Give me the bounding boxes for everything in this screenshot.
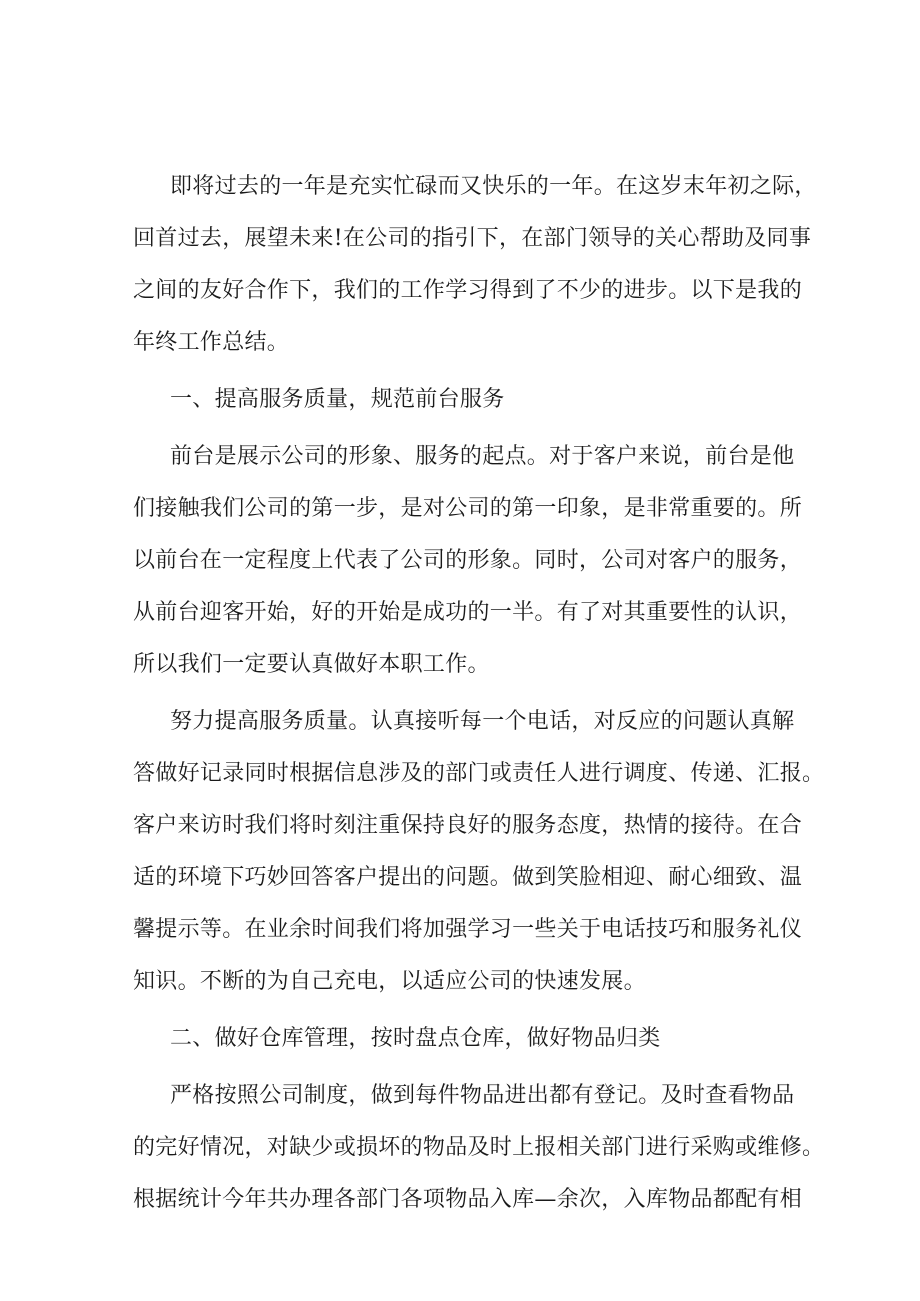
paragraph-line: 回首过去，展望未来!在公司的指引下，在部门领导的关心帮助及同事 <box>133 226 812 251</box>
paragraph-line: 的完好情况，对缺少或损坏的物品及时上报相关部门进行采购或维修。 <box>133 1135 825 1160</box>
section-heading: 二、做好仓库管理，按时盘点仓库，做好物品归类 <box>170 1026 661 1051</box>
paragraph-line: 们接触我们公司的第一步，是对公司的第一印象，是非常重要的。所 <box>133 496 803 521</box>
paragraph-line: 所以我们一定要认真做好本职工作。 <box>133 652 490 677</box>
paragraph-line: 努力提高服务质量。认真接听每一个电话，对反应的问题认真解 <box>170 709 795 734</box>
paragraph-line: 以前台在一定程度上代表了公司的形象。同时，公司对客户的服务， <box>133 548 803 573</box>
paragraph-line: 前台是展示公司的形象、服务的起点。对于客户来说，前台是他 <box>170 444 795 469</box>
paragraph-line: 从前台迎客开始，好的开始是成功的一半。有了对其重要性的认识， <box>133 600 803 625</box>
paragraph-line: 之间的友好合作下，我们的工作学习得到了不少的进步。以下是我的 <box>133 278 803 303</box>
paragraph-line: 严格按照公司制度，做到每件物品进出都有登记。及时查看物品 <box>170 1083 795 1108</box>
paragraph-line: 即将过去的一年是充实忙碌而又快乐的一年。在这岁末年初之际， <box>170 174 817 199</box>
paragraph-line: 答做好记录同时根据信息涉及的部门或责任人进行调度、传递、汇报。 <box>133 761 825 786</box>
paragraph-line: 馨提示等。在业余时间我们将加强学习一些关于电话技巧和服务礼仪 <box>133 917 803 942</box>
paragraph-line: 根据统计今年共办理各部门各项物品入库—余次，入库物品都配有相 <box>133 1187 803 1212</box>
section-heading: 一、提高服务质量，规范前台服务 <box>170 387 505 412</box>
paragraph-line: 年终工作总结。 <box>133 330 290 355</box>
paragraph-line: 适的环境下巧妙回答客户提出的问题。做到笑脸相迎、耐心细致、温 <box>133 865 803 890</box>
paragraph-line: 客户来访时我们将时刻注重保持良好的服务态度，热情的接待。在合 <box>133 813 803 838</box>
paragraph-line: 知识。不断的为自己充电，以适应公司的快速发展。 <box>133 969 646 994</box>
